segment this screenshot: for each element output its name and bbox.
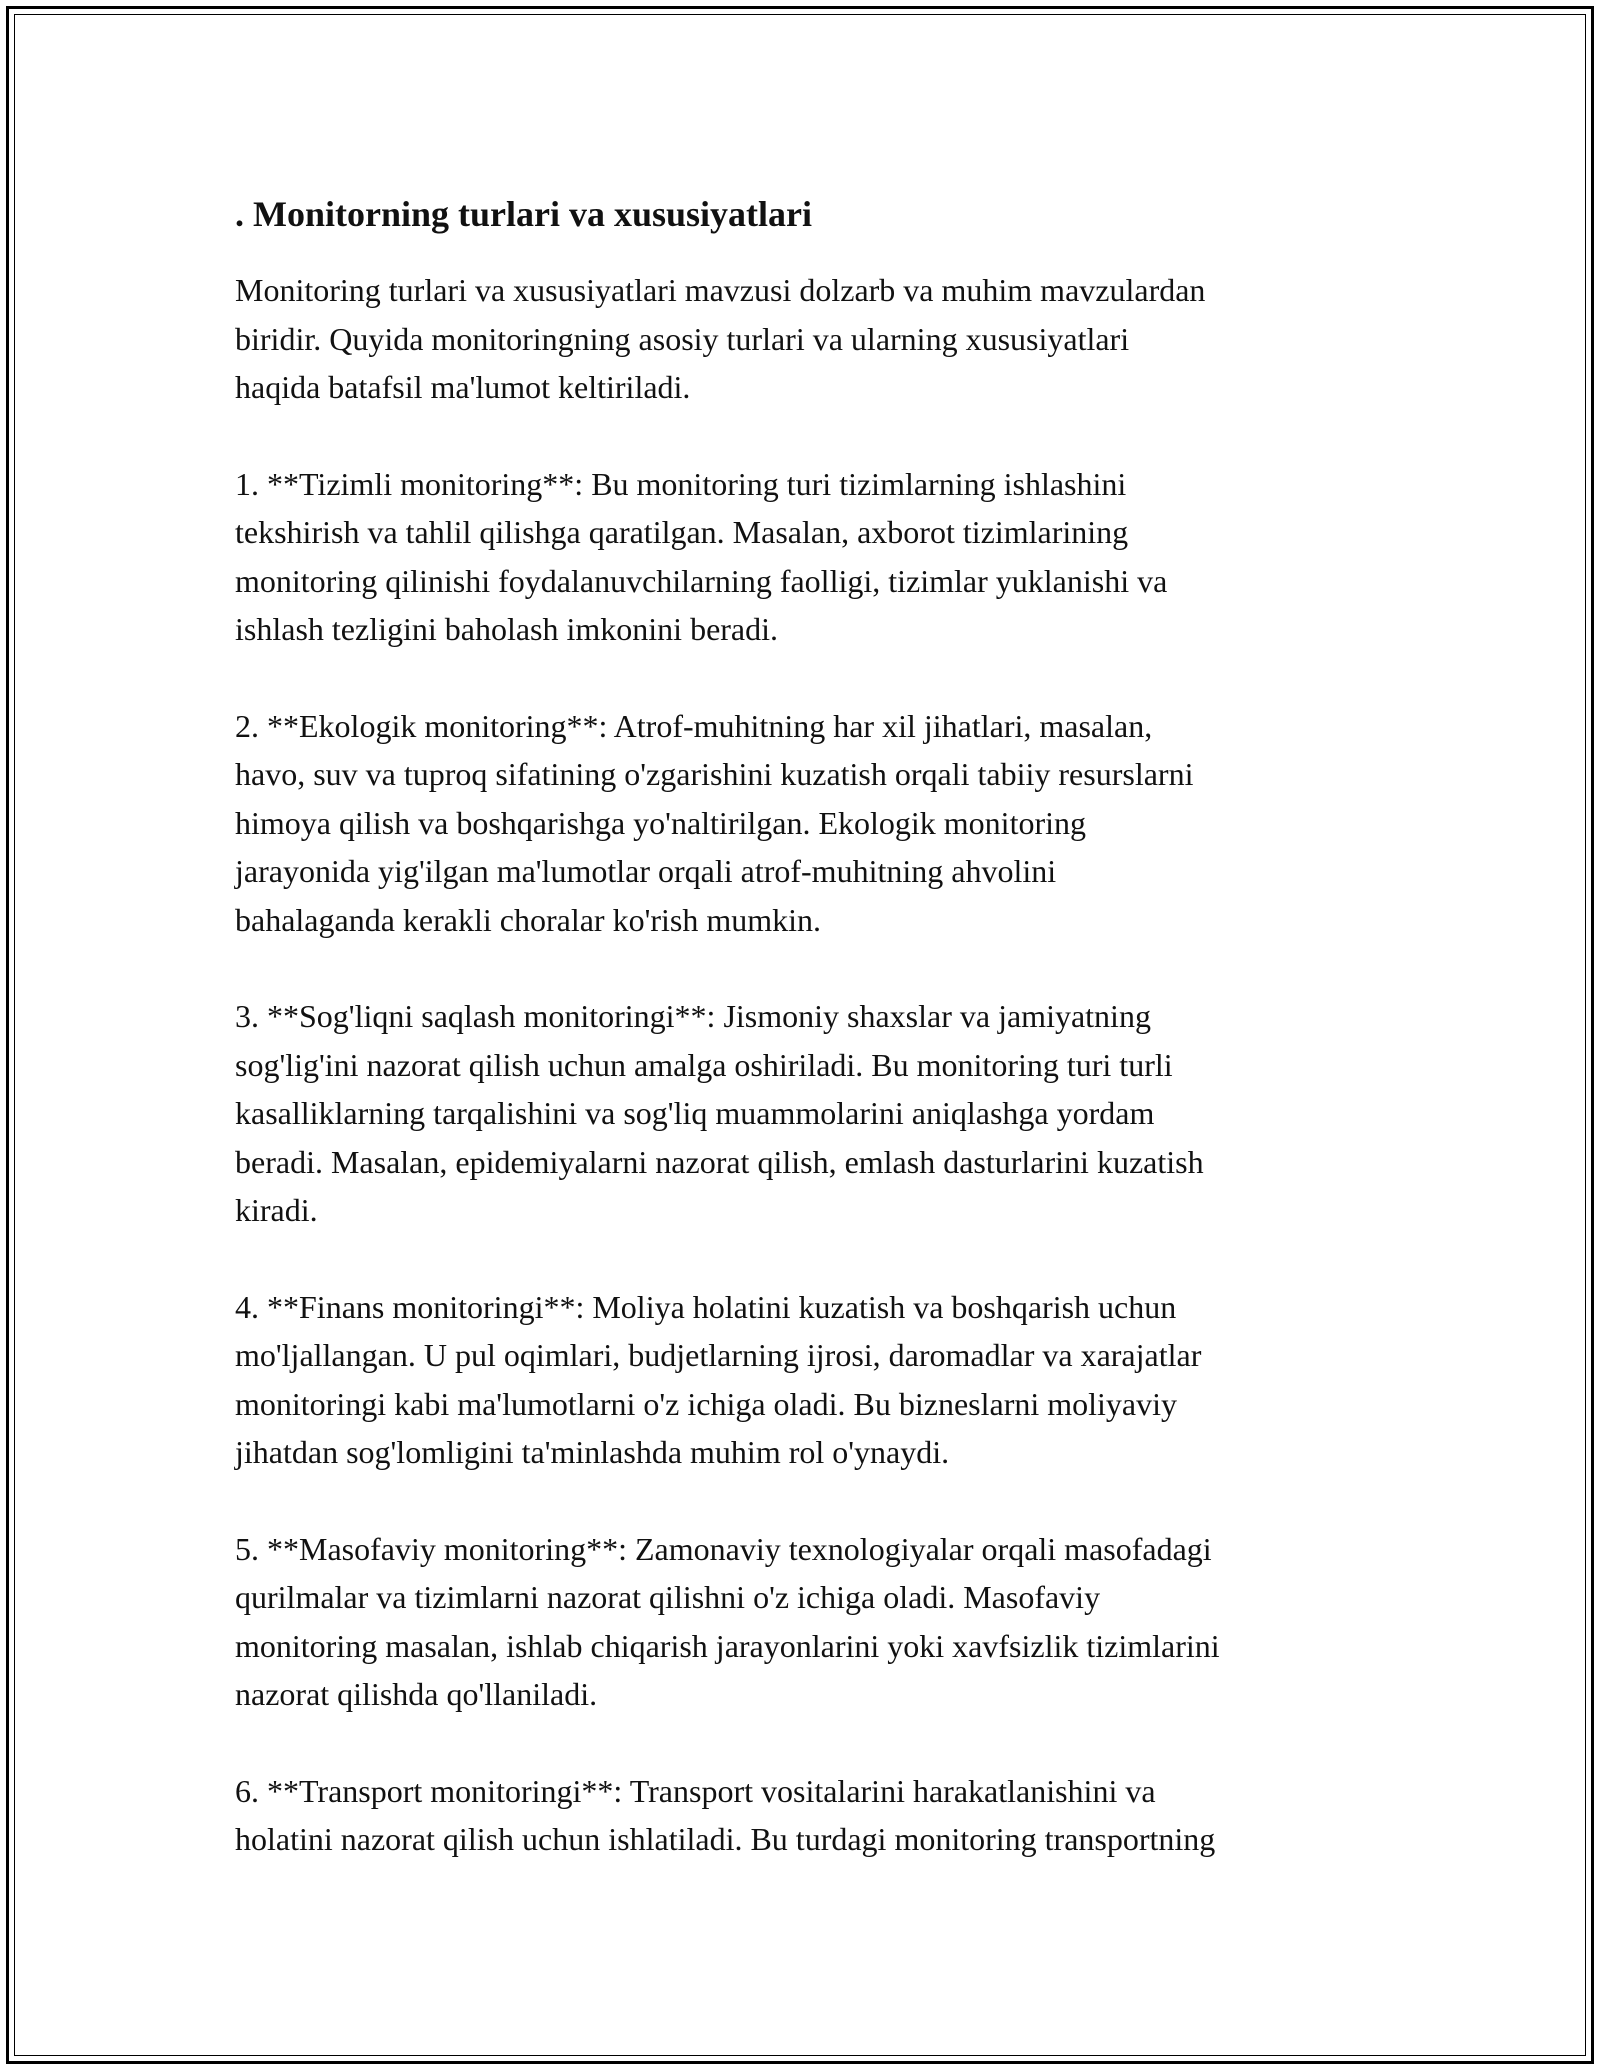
text-line: jarayonida yig'ilgan ma'lumotlar orqali atrof-muhitning ahvolini [235, 853, 1057, 889]
paragraph-tizimli-monitoring [235, 460, 1385, 654]
text-line: haqida batafsil ma'lumot keltiriladi. [235, 369, 691, 405]
text-line: himoya qilish va boshqarishga yo'naltirilgan. Ekologik monitoring [235, 804, 1086, 841]
text-line: 6. **Transport monitoringi**: Transport vositalarini harakatlanishini va [235, 1772, 1156, 1809]
text-line: Monitoring turlari va xususiyatlari mavzusi dolzarb va muhim mavzulardan [235, 272, 1206, 308]
text-line: tekshirish va tahlil qilishga qaratilgan. Masalan, axborot tizimlarining [235, 514, 1129, 550]
paragraph-ekologik-monitoring [235, 702, 1385, 945]
text-line: mo'ljallangan. U pul oqimlari, budjetlarning ijrosi, daromadlar va xarajatlar [235, 1337, 1202, 1373]
paragraph-transport-monitoringi [235, 1767, 1385, 1864]
text-line: havo, suv va tuproq sifatining o'zgarishini kuzatish orqali tabiiy resurslarni [235, 756, 1194, 792]
paragraph-finans-monitoringi [235, 1283, 1385, 1477]
document-body [235, 186, 1385, 1912]
text-line: kasalliklarning tarqalishini va sog'liq muammolarini aniqlashga yordam [235, 1095, 1155, 1131]
text-line: 2. **Ekologik monitoring**: Atrof-muhitning har xil jihatlari, masalan, [235, 707, 1153, 744]
text-line: monitoring masalan, ishlab chiqarish jarayonlarini yoki xavfsizlik tizimlarini [235, 1627, 1220, 1664]
text-line: jihatdan sog'lomligini ta'minlashda muhim rol o'ynaydi. [235, 1434, 950, 1470]
text-line: bahalaganda kerakli choralar ko'rish mumkin. [235, 901, 821, 938]
text-line: nazorat qilishda qo'llaniladi. [235, 1676, 598, 1712]
text-line: 1. **Tizimli monitoring**: Bu monitoring turi tizimlarning ishlashini [235, 465, 1127, 502]
text-line: sog'lig'ini nazorat qilish uchun amalga oshiriladi. Bu monitoring turi turli [235, 1046, 1173, 1083]
text-line: 4. **Finans monitoringi**: Moliya holatini kuzatish va boshqarish uchun [235, 1288, 1177, 1325]
text-line: beradi. Masalan, epidemiyalarni nazorat qilish, emlash dasturlarini kuzatish [235, 1143, 1204, 1180]
text-line: 3. **Sog'liqni saqlash monitoringi**: Jismoniy shaxslar va jamiyatning [235, 998, 1151, 1034]
document-title: . Monitorning turlari va xususiyatlari [235, 194, 813, 234]
text-line: biridir. Quyida monitoringning asosiy turlari va ularning xususiyatlari [235, 320, 1130, 357]
text-line: holatini nazorat qilish uchun ishlatiladi. Bu turdagi monitoring transportning [235, 1821, 1216, 1857]
text-line: qurilmalar va tizimlarni nazorat qilishni o'z ichiga oladi. Masofaviy [235, 1579, 1101, 1615]
paragraph-sogliqni-saqlash-monitoringi [235, 992, 1385, 1235]
paragraph-intro [235, 266, 1385, 412]
text-line: monitoringi kabi ma'lumotlarni o'z ichiga oladi. Bu bizneslarni moliyaviy [235, 1385, 1178, 1422]
text-line: monitoring qilinishi foydalanuvchilarning faolligi, tizimlar yuklanishi va [235, 562, 1168, 599]
paragraph-masofaviy-monitoring [235, 1525, 1385, 1719]
text-line: ishlash tezligini baholash imkonini beradi. [235, 611, 779, 647]
text-line: 5. **Masofaviy monitoring**: Zamonaviy texnologiyalar orqali masofadagi [235, 1530, 1212, 1567]
text-line: kiradi. [235, 1192, 318, 1228]
